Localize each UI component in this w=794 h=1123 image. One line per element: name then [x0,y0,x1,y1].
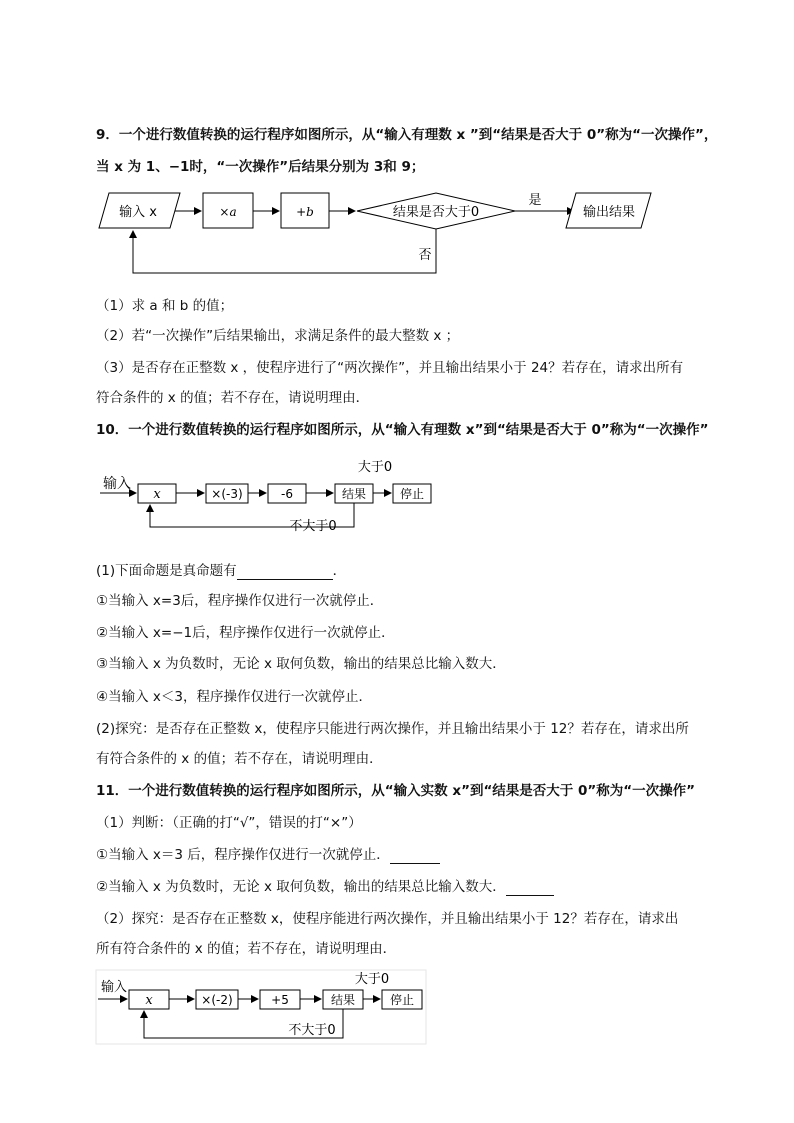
q9-output-label: 输出结果 [582,205,636,220]
q9-part2: （2）若“一次操作”后结果输出，求满足条件的最大整数 x ； [96,328,460,344]
q9-input-label: 输入 x [119,205,157,220]
q9-part1: （1）求 a 和 b 的值； [96,298,234,314]
q11-judge-1-blank[interactable] [390,849,440,864]
q9-decision-label: 结果是否大于0 [392,205,480,220]
q10-result-label: 结果 [341,487,367,501]
q11-x-label: x [145,993,153,1008]
q10-s1-text: (1)下面命题是真命题有 [96,563,237,579]
q10-s1-blank[interactable] [237,565,333,580]
q10-gt-label: 大于0 [357,460,393,475]
q9-mul-label: ×a [219,205,237,219]
q11-gt-label: 大于0 [354,972,390,987]
q10-s1-end: ． [332,563,347,579]
q10-s2b: 有符合条件的 x 的值；若不存在，请说明理由． [96,751,383,767]
q9-no-label: 否 [418,248,432,263]
q11-judge-2 [96,878,554,896]
q10-x-label: x [153,487,161,502]
q10-s1 [96,562,346,580]
q10-mul-label: ×(-3) [211,487,243,501]
q11-judge: （1）判断：（正确的打“√”，错误的打“×”） [96,815,362,831]
q10-option-3: ③当输入 x 为负数时，无论 x 取何负数，输出的结果总比输入数大． [96,656,506,672]
q10-stop-label: 停止 [399,487,425,501]
q11-result-label: 结果 [330,993,356,1007]
q10-s2a: (2)探究：是否存在正整数 x，使程序只能进行两次操作，并且输出结果小于 12？若存在，请求出所 [96,721,689,737]
q11-flowchart [0,966,794,1046]
q9-add-label: +b [296,205,314,219]
q11-add-label: +5 [271,993,289,1007]
q11-input-label: 输入 [101,980,128,995]
q9-part3b: 符合条件的 x 的值；若不存在，请说明理由． [96,390,370,406]
q11-judge-1-text: ①当输入 x＝3 后，程序操作仅进行一次就停止． [96,847,390,863]
q11-ngt-label: 不大于0 [288,1023,336,1038]
q11-mul-label: ×(-2) [201,993,233,1007]
q10-sub-label: -6 [281,487,293,501]
q10-ngt-label: 不大于0 [289,519,337,534]
q9-flowchart [0,185,794,295]
q10-option-2: ②当输入 x=−1后，程序操作仅进行一次就停止． [96,625,395,641]
q11-intro: 11．一个进行数值转换的运行程序如图所示，从“输入实数 x”到“结果是否大于 0”称为“一次操作” [96,783,696,799]
q11-judge-2-text: ②当输入 x 为负数时，无论 x 取何负数，输出的结果总比输入数大． [96,879,506,895]
q10-option-1: ①当输入 x=3后，程序操作仅进行一次就停止． [96,593,384,609]
q11-explore-2: 所有符合条件的 x 的值；若不存在，请说明理由． [96,941,397,957]
q10-option-4: ④当输入 x＜3，程序操作仅进行一次就停止． [96,689,372,705]
q11-judge-2-blank[interactable] [506,881,554,896]
q9-line2: 当 x 为 1、−1时，“一次操作”后结果分别为 3和 9； [96,159,425,175]
q9-line1: 9．一个进行数值转换的运行程序如图所示，从“输入有理数 x ”到“结果是否大于 0”称为“一次操作”， [96,127,718,143]
q10-intro: 10．一个进行数值转换的运行程序如图所示，从“输入有理数 x”到“结果是否大于 0”称为“一次操作” [96,422,709,438]
q10-input-label: 输入 [103,476,131,492]
q11-stop-label: 停止 [389,993,415,1007]
q11-judge-1 [96,846,440,864]
q9-yes-label: 是 [528,193,542,208]
q10-flowchart [0,455,794,540]
q9-part3a: （3）是否存在正整数 x ，使程序进行了“两次操作”，并且输出结果小于 24？若存在，请求出所有 [96,360,684,376]
q9-loop-line [133,229,436,273]
q11-explore-1: （2）探究：是否存在正整数 x，使程序能进行两次操作，并且输出结果小于 12？若存在，请求出 [96,911,679,927]
